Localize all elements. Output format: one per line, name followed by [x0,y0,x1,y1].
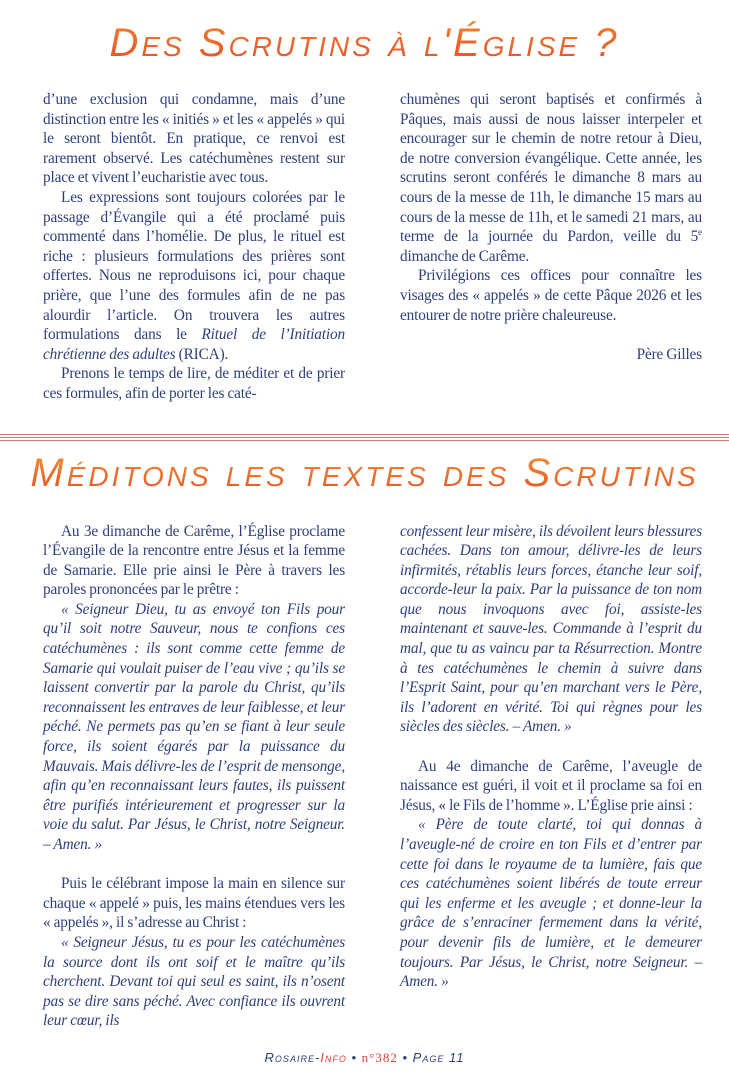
divider-line [0,437,729,439]
prayer-paragraph: confessent leur misère, ils dévoilent leurs blessures cachées. Dans ton amour, délivre-les de leurs infirmités, rétablis leurs forces, étanche leur soif, accorde-leur la paix. Par la puissance de ton nom que nous invoquons avec foi, assiste-les maintenant et sauve-les. Commande à l’esprit du mal, que tu as vaincu par ta Résurrection. Montre à tes catéchumènes le chemin à suivre dans l’Esprit Saint, pour qu’en marchant vers le Père, ils l’adorent en vérité. Toi qui règnes pour les siècles des siècles. – Amen. » [400,522,702,736]
paragraph [400,90,702,266]
prayer-paragraph: « Père de toute clarté, toi qui donnas à l’aveugle-né de croire en ton Fils et d’entrer par cette foi dans le royaume de ta lumière, fais que ces catéchumènes soient libérés de toute erreur qui les enferme et les aveugle ; et donne-leur la grâce de s’enraciner fermement dans la vérité, pour devenir fils de lumière, et le demeurer toujours. Par Jésus, le Christ, notre Seigneur. – Amen. » [400,816,702,991]
footer-separator: • [397,1049,413,1065]
section1-column-left [43,90,345,404]
section-title-scrutins: Des Scrutins à l'Église ? [0,0,729,90]
paragraph-text: dimanche de Carême. [400,247,530,265]
section2-column-right [400,522,702,992]
paragraph: Privilégions ces offices pour connaître les visages des « appelés » de cette Pâque 2026 et les entourer de notre prière chaleureuse. [400,267,702,324]
paragraph: Prenons le temps de lire, de méditer et de prier ces formules, afin de porter les caté- [43,365,345,402]
book-title: Rituel de l’Initiation chrétienne des adultes [43,326,345,363]
publication-name-accent: Info [320,1049,347,1065]
spacer [400,737,702,757]
page-footer [0,1031,729,1081]
section1-columns [0,90,729,404]
section-divider [0,434,729,442]
divider-line [0,434,729,436]
paragraph-text: Les expressions sont toujours colorées par le passage d’Évangile qui a été proclamé puis commenté dans l’homélie. De plus, le rituel est riche : plusieurs formulations des prières sont offertes. Nous ne reproduisons ici, pour chaque prière, que l’une des formules afin de ne pas alourdir l’article. On trouvera les autres formulations dans le [43,188,345,344]
paragraph [43,188,345,364]
page-number: Page 11 [412,1049,465,1065]
section-title-meditons: Méditons les textes des Scrutins [0,442,729,522]
spacer [43,855,345,875]
paragraph: Au 4e dimanche de Carême, l’aveugle de naissance est guéri, il voit et il proclame sa foi en Jésus, « le Fils de l’homme ». L’Église prie ainsi : [400,757,702,814]
divider-line [0,440,729,442]
prayer-paragraph: « Seigneur Jésus, tu es pour les catéchumènes la source dont ils ont soif et le maître qu’ils cherchent. Devant toi qui seul es saint, ils n’osent pas se dire sans péché. Avec confiance ils ouvrent leur cœur, ils [43,933,345,1030]
paragraph: Au 3e dimanche de Carême, l’Église proclame l’Évangile de la rencontre entre Jésus et la femme de Samarie. Elle prie ainsi le Père à travers les paroles prononcées par le prêtre : [43,522,345,599]
publication-name: Rosaire- [264,1049,321,1065]
footer-separator: • [346,1049,362,1065]
section1-column-right [400,90,702,364]
section2-columns [0,522,729,1031]
ordinal-superscript: e [698,227,702,238]
signature: Père Gilles [636,345,702,363]
paragraph: Puis le célébrant impose la main en silence sur chaque « appelé » puis, les mains étendues vers les « appelés », il s’adresse au Christ : [43,875,345,932]
prayer-paragraph: « Seigneur Dieu, tu as envoyé ton Fils pour qu’il soit notre Sauveur, nous te confions ces catéchumènes : ils sont comme cette femme de Samarie qui voulait puiser de l’eau vive ; qu’ils se laissent convertir par la parole du Christ, qu’ils reconnaissent les entraves de leur faiblesse, et leur péché. Ne permets pas qu’en se fiant à leur seule force, ils soient égarés par la puissance du Mauvais. Mais délivre-les de l’esprit de mensonge, afin qu’en reconnaissant leurs fautes, ils puissent être purifiés intérieurement et progresser sur la voie du salut. Par Jésus, le Christ, notre Seigneur. – Amen. » [43,600,345,853]
paragraph-text: chumènes qui seront baptisés et confirmés à Pâques, mais aussi de nous laisser interpeler et encourager sur le chemin de notre retour à Dieu, de notre conversion évangélique. Cette année, les scrutins seront conférés le dimanche 8 mars au cours de la messe de 11h, le dimanche 15 mars au cours de la messe de 11h, et le samedi 21 mars, au terme de la journée du Pardon, veille du 5 [400,91,702,246]
paragraph: d’une exclusion qui condamne, mais d’une distinction entre les « initiés » et les « appelés » qui le seront bientôt. En pratique, ce renvoi est rarement observé. Les catéchumènes restent sur place et vivent l’eucharistie avec tous. [43,91,345,187]
issue-number: n°382 [361,1049,398,1065]
paragraph-text: (RICA). [178,345,229,363]
section2-column-left [43,522,345,1031]
